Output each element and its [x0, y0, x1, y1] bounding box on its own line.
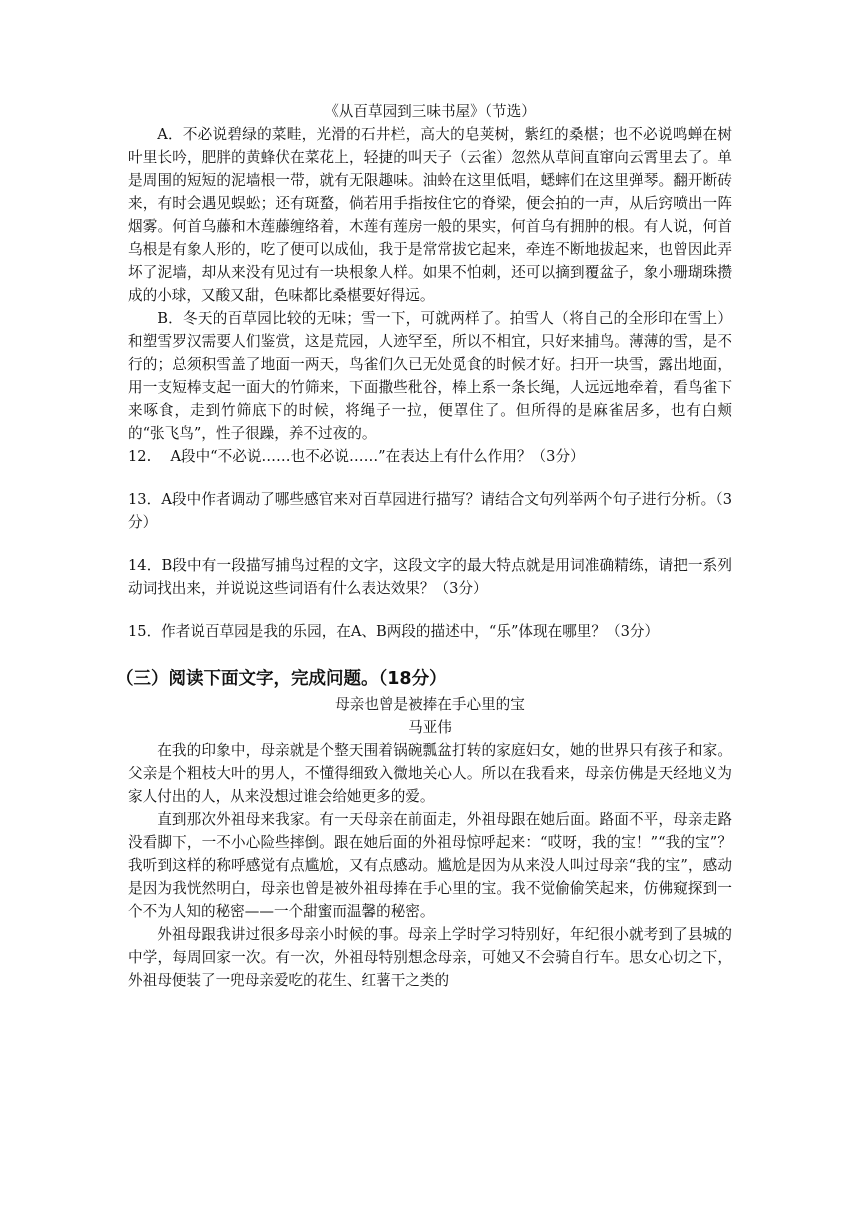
paragraph-a: A．不必说碧绿的菜畦，光滑的石井栏，高大的皂荚树，紫红的桑椹；也不必说鸣蝉在树叶里长吟，肥胖的黄蜂伏在菜花上，轻捷的叫天子（云雀）忽然从草间直窜向云霄里去了。单是周围的短短的泥墙根一带，就有无限趣味。油蛉在这里低唱，蟋蟀们在这里弹琴。翻开断砖来，有时会遇见蜈蚣；还有斑蝥，倘若用手指按住它的脊梁，便会拍的一声，从后窍喷出一阵烟雾。何首乌藤和木莲藤缠络着，木莲有莲房一般的果实，何首乌有拥肿的根。有人说，何首乌根是有象人形的，吃了便可以成仙，我于是常常拔它起来，牵连不断地拔起来，也曾因此弄坏了泥墙，却从来没有见过有一块根象人样。如果不怕刺，还可以摘到覆盆子，象小珊瑚珠攒成的小球，又酸又甜，色味都比桑椹要好得远。	[128, 126, 732, 304]
passage-title: 《从百草园到三味书屋》（节选）	[324, 103, 536, 120]
question-14: 14．B段中有一段描写捕鸟过程的文字，这段文字的最大特点就是用词准确精练，请把一系列动词找出来，并说说这些词语有什么表达效果？（3分）	[128, 557, 732, 597]
question-12: 12. A段中“不必说……也不必说……”在表达上有什么作用？（3分）	[128, 448, 585, 465]
article-title: 母亲也曾是被捧在手心里的宝	[335, 696, 525, 713]
paragraph-b: B．冬天的百草园比较的无味；雪一下，可就两样了。拍雪人（将自己的全形印在雪上）和塑雪罗汉需要人们鉴赏，这是荒园，人迹罕至，所以不相宜，只好来捕鸟。薄薄的雪，是不行的；总须积雪盖了地面一两天，鸟雀们久已无处觅食的时候才好。扫开一块雪，露出地面，用一支短棒支起一面大的竹筛来，下面撒些秕谷，棒上系一条长绳，人远远地牵着，看鸟雀下来啄食，走到竹筛底下的时候，将绳子一拉，便罩住了。但所得的是麻雀居多，也有白颊的“张飞鸟”，性子很躁，养不过夜的。	[128, 310, 732, 442]
article-paragraph: 直到那次外祖母来我家。有一天母亲在前面走，外祖母跟在她后面。路面不平，母亲走路没看脚下，一不小心险些摔倒。跟在她后面的外祖母惊呼起来：“哎呀，我的宝！”“我的宝”？我听到这样的称呼感觉有点尴尬，又有点感动。尴尬是因为从来没人叫过母亲“我的宝”，感动是因为我恍然明白，母亲也曾是被外祖母捧在手心里的宝。我不觉偷偷笑起来，仿佛窥探到一个不为人知的秘密——一个甜蜜而温馨的秘密。	[128, 811, 732, 920]
article-paragraph: 在我的印象中，母亲就是个整天围着锅碗瓢盆打转的家庭妇女，她的世界只有孩子和家。父亲是个粗枝大叶的男人，不懂得细致入微地关心人。所以在我看来，母亲仿佛是天经地义为家人付出的人，从来没想过谁会给她更多的爱。	[128, 742, 732, 805]
article-paragraph: 外祖母跟我讲过很多母亲小时候的事。母亲上学时学习特别好，年纪很小就考到了县城的中学，每周回家一次。有一次，外祖母特别想念母亲，可她又不会骑自行车。思女心切之下，外祖母便装了一兜母亲爱吃的花生、红薯干之类的	[128, 926, 732, 989]
question-13: 13．A段中作者调动了哪些感官来对百草园进行描写？请结合文句列举两个句子进行分析。（3分）	[128, 491, 732, 531]
document-page	[116, 100, 732, 992]
article-author: 马亚伟	[408, 719, 452, 736]
section-heading: （三）阅读下面文字，完成问题。（18分）	[116, 669, 447, 689]
question-15: 15．作者说百草园是我的乐园，在A、B两段的描述中，“乐”体现在哪里？（3分）	[128, 623, 660, 640]
